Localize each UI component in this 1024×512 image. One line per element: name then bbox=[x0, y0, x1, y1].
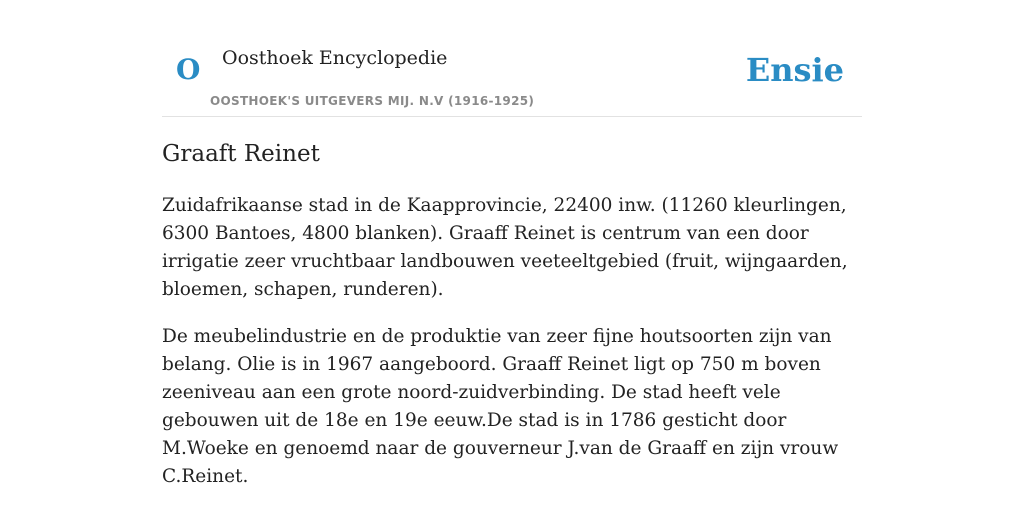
article-paragraph: De meubelindustrie en de produktie van zeer fijne houtsoorten zijn van belang. Olie is in 1967 aangeboord. Graaff Reinet ligt op 750 m boven zeeniveau aan een grote noord-zuidverbinding. De stad heeft vele gebouwen uit de 18e en 19e eeuw.De stad is in 1786 gesticht door M.Woeke en genoemd naar de gouverneur J.van de Graaff en zijn vrouw C.Reinet. bbox=[162, 326, 839, 487]
publication-title[interactable]: Oosthoek Encyclopedie bbox=[222, 47, 448, 69]
ensie-brand-link[interactable]: Ensie bbox=[745, 51, 844, 89]
article-paragraph: Zuidafrikaanse stad in de Kaapprovincie, 22400 inw. (11260 kleurlingen, 6300 Bantoes, 4800 blanken). Graaff Reinet is centrum van een door irrigatie zeer vruchtbaar landbouwen veeteeltgebied (fruit, wijngaarden, bloemen, schapen, runderen). bbox=[162, 195, 848, 300]
article-body bbox=[162, 192, 852, 510]
publication-logo-icon[interactable]: O bbox=[176, 53, 201, 86]
article-title: Graaft Reinet bbox=[162, 141, 320, 167]
publication-subtitle: OOSTHOEK'S UITGEVERS MIJ. N.V (1916-1925) bbox=[210, 94, 535, 108]
site-header bbox=[162, 0, 862, 117]
